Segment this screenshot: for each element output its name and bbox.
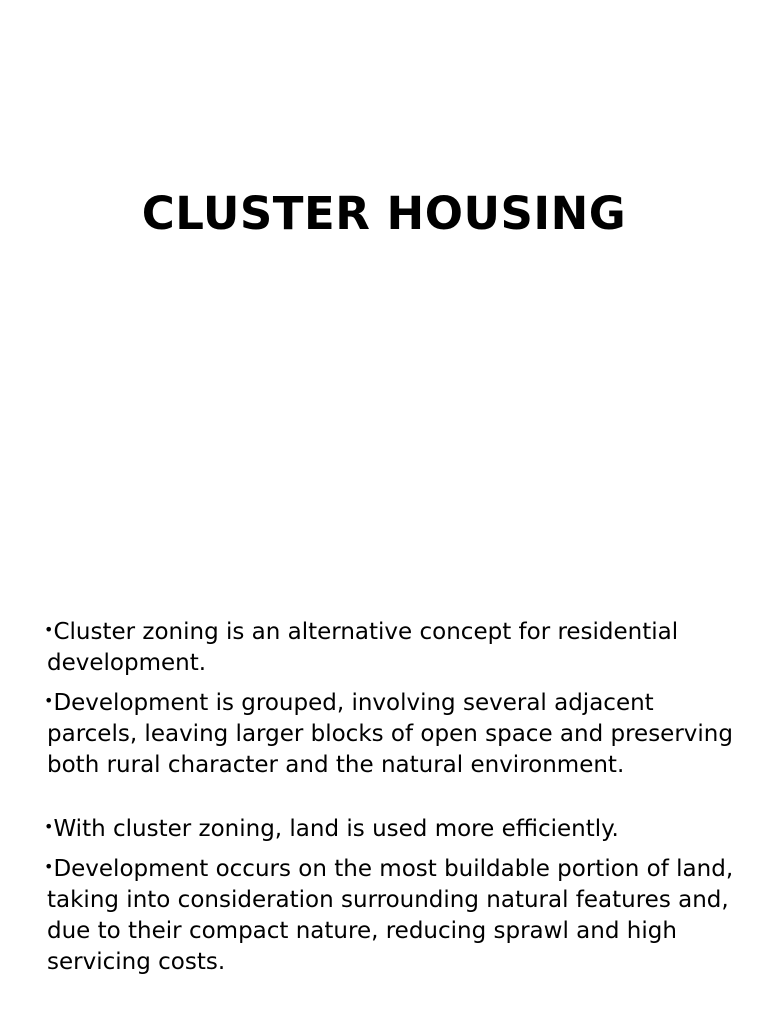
bullet-marker: • xyxy=(44,817,54,836)
bullet-marker: • xyxy=(44,857,54,876)
slide-body xyxy=(44,614,744,984)
bullet-text: Development is grouped, involving several adjacent parcels, leaving larger blocks of open space and preserving both rural character and the natural environment. xyxy=(47,690,733,778)
bullet-paragraph-3 xyxy=(44,811,744,845)
bullet-paragraph-4 xyxy=(44,851,744,978)
bullet-marker: • xyxy=(44,691,54,710)
bullet-text: Cluster zoning is an alternative concept for residential development. xyxy=(47,619,679,676)
slide-title: CLUSTER HOUSING xyxy=(141,187,627,240)
bullet-text: With cluster zoning, land is used more efficiently. xyxy=(53,816,619,842)
bullet-paragraph-1 xyxy=(44,614,744,679)
bullet-text: Development occurs on the most buildable portion of land, taking into consideration surrounding natural features and, due to their compact nature, reducing sprawl and high servicing costs. xyxy=(47,856,734,975)
bullet-paragraph-2 xyxy=(44,685,744,781)
bullet-marker: • xyxy=(44,620,54,639)
